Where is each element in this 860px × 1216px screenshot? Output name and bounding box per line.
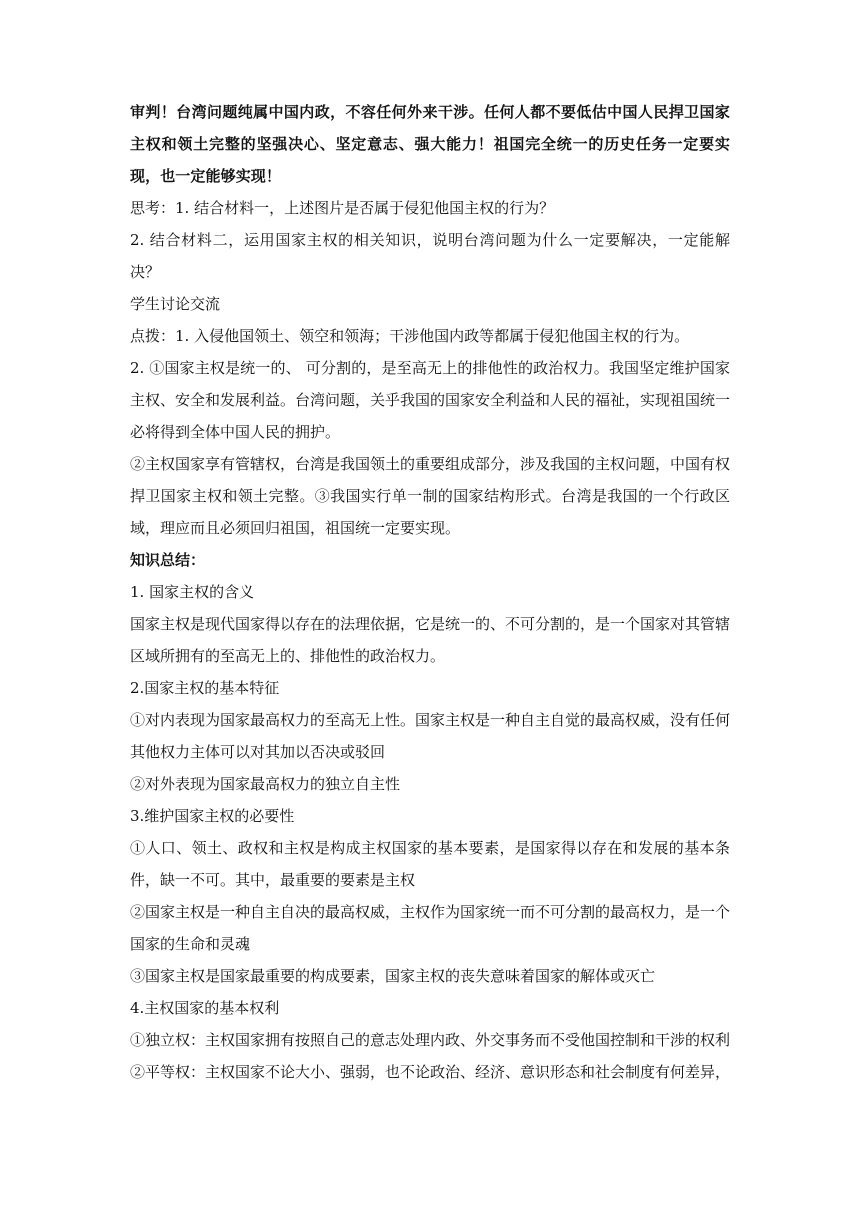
section-4-item-1: ①独立权：主权国家拥有按照自己的意志处理内政、外交事务而不受他国控制和干涉的权利: [130, 1031, 731, 1049]
knowledge-summary-heading: 知识总结：: [130, 551, 206, 569]
think-question-1: 思考：1. 结合材料一，上述图片是否属于侵犯他国主权的行为？: [130, 199, 555, 217]
section-3-item-1: ①人口、领土、政权和主权是构成主权国家的基本要素，是国家得以存在和发展的基本条件，缺一不可。其中，最重要的要素是主权: [130, 839, 730, 889]
section-3-item-2: ②国家主权是一种自主自决的最高权威，主权作为国家统一而不可分割的最高权力，是一个国家的生命和灵魂: [130, 903, 731, 953]
student-discussion: 学生讨论交流: [130, 295, 221, 313]
guidance-2-part-1: 2. ①国家主权是统一的、 可分割的，是至高无上的排他性的政治权力。我国坚定维护国家主权、安全和发展利益。台湾问题，关乎我国的国家安全利益和人民的福祉，实现祖国统一必将得到全体中国人民的拥护。: [130, 359, 731, 441]
section-4-item-2: ②平等权：主权国家不论大小、强弱，也不论政治、经济、意识形态和社会制度有何差异，: [130, 1063, 731, 1081]
section-2-item-2: ②对外表现为国家最高权力的独立自主性: [130, 775, 401, 793]
section-3-heading: 3.维护国家主权的必要性: [130, 807, 295, 825]
guidance-1: 点拨：1. 入侵他国领土、领空和领海；干涉他国内政等都属于侵犯他国主权的行为。: [130, 327, 690, 345]
material-quote: 审判！台湾问题纯属中国内政，不容任何外来干涉。任何人都不要低估中国人民捍卫国家主权和领土完整的坚强决心、坚定意志、强大能力！祖国完全统一的历史任务一定要实现，也一定能够实现！: [130, 103, 730, 185]
section-2-item-1: ①对内表现为国家最高权力的至高无上性。国家主权是一种自主自觉的最高权威，没有任何其他权力主体可以对其加以否决或驳回: [130, 711, 731, 761]
section-2-heading: 2.国家主权的基本特征: [130, 679, 280, 697]
section-1-body: 国家主权是现代国家得以存在的法理依据，它是统一的、不可分割的，是一个国家对其管辖区域所拥有的至高无上的、排他性的政治权力。: [130, 615, 731, 665]
section-4-heading: 4.主权国家的基本权利: [130, 999, 280, 1017]
section-3-item-3: ③国家主权是国家最重要的构成要素，国家主权的丧失意味着国家的解体或灭亡: [130, 967, 656, 985]
guidance-2-part-2: ②主权国家享有管辖权，台湾是我国领土的重要组成部分，涉及我国的主权问题，中国有权捍卫国家主权和领土完整。③我国实行单一制的国家结构形式。台湾是我国的一个行政区域，理应而且必须回归祖国，祖国统一定要实现。: [130, 455, 731, 537]
document-page: [130, 96, 730, 1088]
think-question-2: 2. 结合材料二，运用国家主权的相关知识，说明台湾问题为什么一定要解决，一定能解决？: [130, 231, 730, 281]
section-1-heading: 1. 国家主权的含义: [130, 583, 255, 601]
